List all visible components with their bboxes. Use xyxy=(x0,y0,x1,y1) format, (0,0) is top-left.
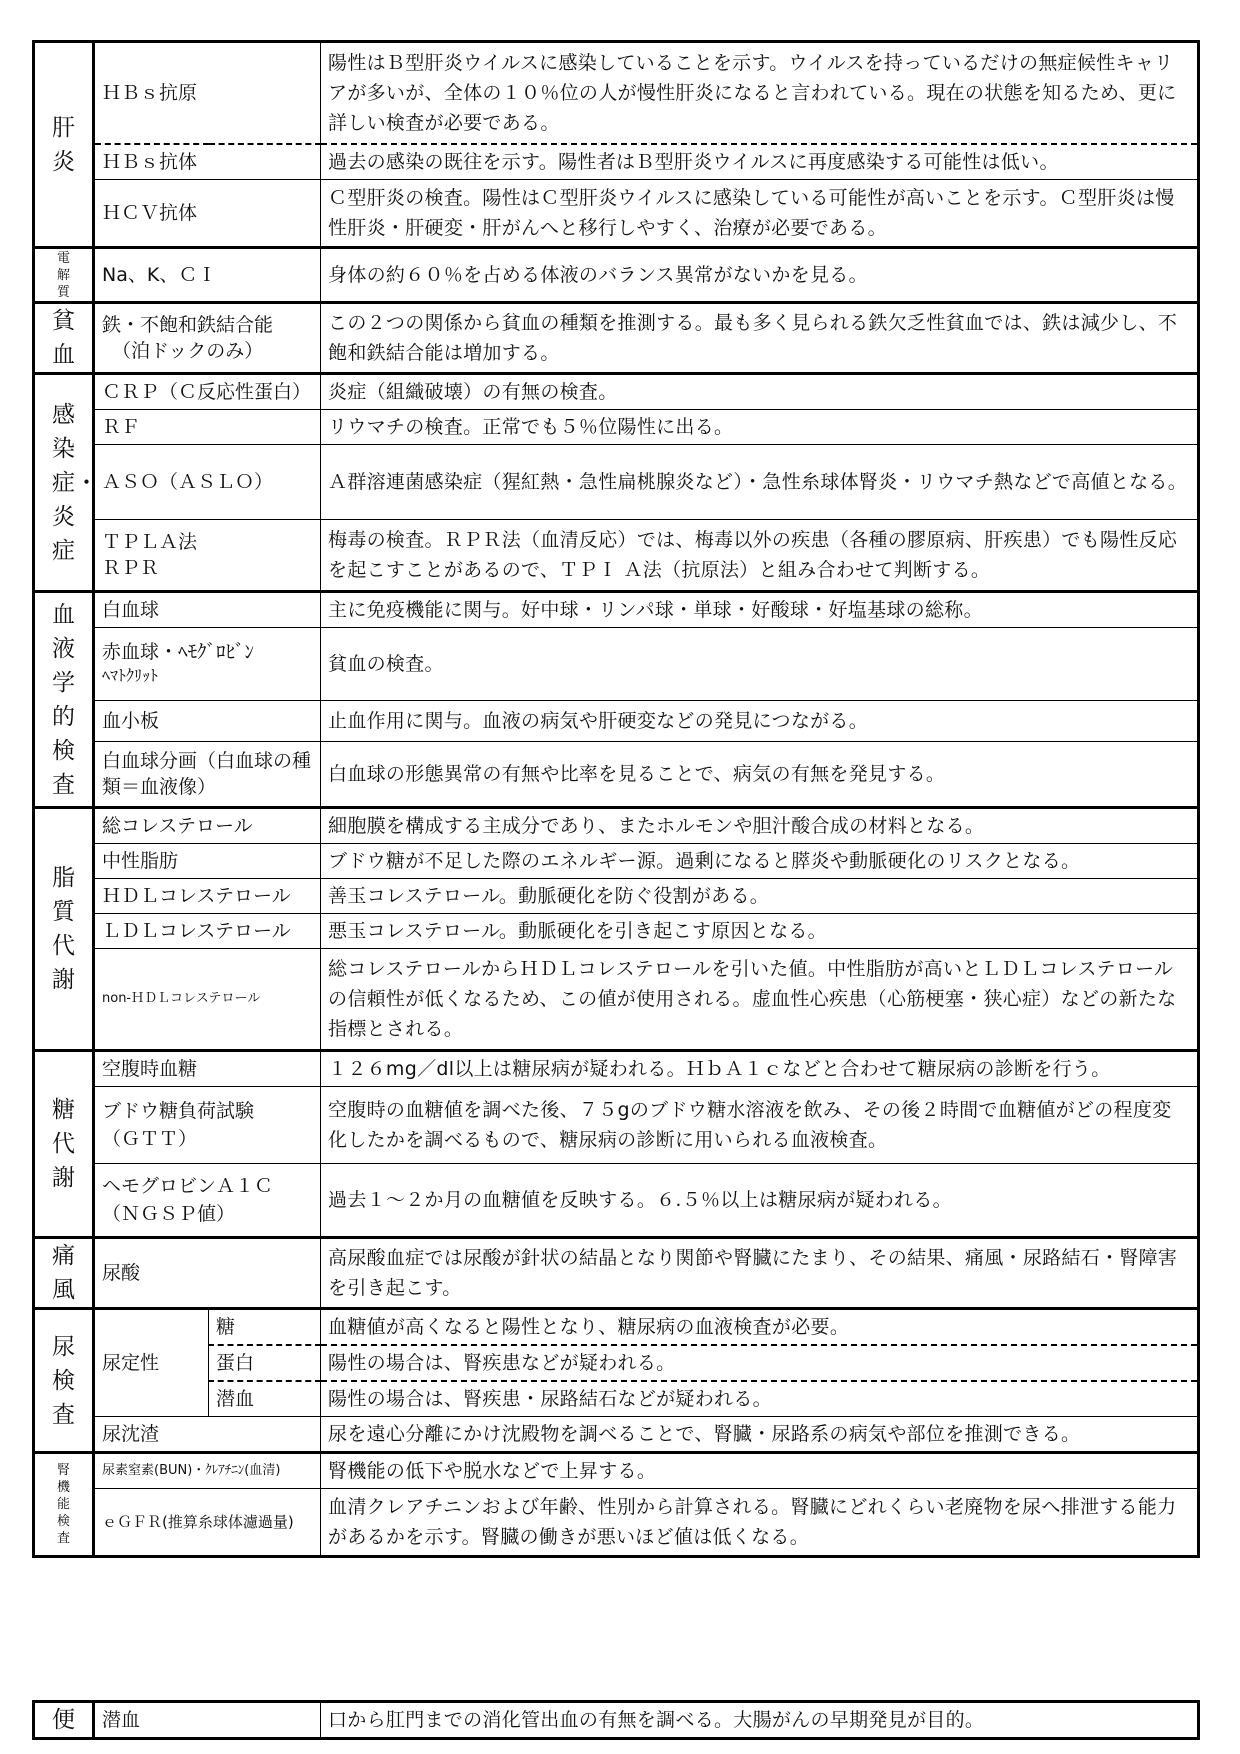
table-row xyxy=(34,742,1199,808)
table-row xyxy=(34,1489,1199,1557)
item-name: 白血球 xyxy=(94,592,321,628)
table-row xyxy=(34,1164,1199,1238)
sub-item-name: 糖 xyxy=(209,1309,321,1346)
category-electrolyte: 電解質 xyxy=(34,248,94,303)
item-description: 口から肛門までの消化管出血の有無を調べる。大腸がんの早期発見が目的。 xyxy=(321,1702,1199,1739)
item-description: 血清クレアチニンおよび年齢、性別から計算される。腎臓にどれくらい老廃物を尿へ排泄する能力があるかを示す。腎臓の働きが悪いほど値は低くなる。 xyxy=(321,1489,1199,1557)
item-name: 空腹時血糖 xyxy=(94,1051,321,1087)
item-name-line2: （ＮＧＳＰ値） xyxy=(102,1203,236,1225)
item-description: Ｃ型肝炎の検査。陽性はＣ型肝炎ウイルスに感染している可能性が高いことを示す。Ｃ型肝炎は慢性肝炎・肝硬変・肝がんへと移行しやすく、治療が必要である。 xyxy=(321,180,1199,248)
table-row xyxy=(34,808,1199,844)
item-name: 潜血 xyxy=(94,1702,321,1739)
item-name-line2: （ＧＴＴ） xyxy=(102,1128,198,1150)
table-row xyxy=(34,1453,1199,1489)
table-row xyxy=(34,1345,1199,1381)
item-description: この２つの関係から貧血の種類を推測する。最も多く見られる鉄欠乏性貧血では、鉄は減少し、不飽和鉄結合能は増加する。 xyxy=(321,303,1199,374)
item-name: ＨＣＶ抗体 xyxy=(94,180,321,248)
table-row xyxy=(34,445,1199,520)
category-hematology: 血液学的検査 xyxy=(34,592,94,808)
category-infection: 感染症・炎症 xyxy=(34,374,94,592)
item-name: ＨＢｓ抗原 xyxy=(94,42,321,145)
item-description: ブドウ糖が不足した際のエネルギー源。過剰になると膵炎や動脈硬化のリスクとなる。 xyxy=(321,844,1199,879)
item-name: ＲＦ xyxy=(94,410,321,445)
table-row xyxy=(34,180,1199,248)
item-name: ｅＧＦＲ(推算糸球体濾過量) xyxy=(94,1489,321,1557)
item-name-line2: ＲＰＲ xyxy=(102,557,160,579)
item-name-line2: ﾍﾏﾄｸﾘｯﾄ xyxy=(102,666,159,685)
table-row xyxy=(34,914,1199,949)
item-name: ＣＲＰ（Ｃ反応性蛋白） xyxy=(94,374,321,410)
item-name-line1: 鉄・不飽和鉄結合能 xyxy=(102,314,274,336)
item-description: Ａ群溶連菌感染症（猩紅熱・急性扁桃腺炎など）・急性糸球体腎炎・リウマチ熱などで高値となる。 xyxy=(321,445,1199,520)
item-name: ＬＤＬコレステロール xyxy=(94,914,321,949)
item-description: 陽性の場合は、腎疾患などが疑われる。 xyxy=(321,1345,1199,1381)
item-name: 尿素窒素(BUN)・ｸﾚｱﾁﾆﾝ(血清) xyxy=(94,1453,321,1489)
table-row xyxy=(34,879,1199,914)
item-name: 総コレステロール xyxy=(94,808,321,844)
table-row xyxy=(34,520,1199,592)
item-description: 陽性はＢ型肝炎ウイルスに感染していることを示す。ウイルスを持っているだけの無症候性キャリアが多いが、全体の１０％位の人が慢性肝炎になると言われている。現在の状態を知るため、更に詳しい検査が必要である。 xyxy=(321,42,1199,145)
item-name: ＨＤＬコレステロール xyxy=(94,879,321,914)
table-row xyxy=(34,1238,1199,1309)
item-description: １２６mg／dl以上は糖尿病が疑われる。ＨｂＡ１ｃなどと合わせて糖尿病の診断を行う。 xyxy=(321,1051,1199,1087)
item-description: 白血球の形態異常の有無や比率を見ることで、病気の有無を発見する。 xyxy=(321,742,1199,808)
table-row xyxy=(34,410,1199,445)
table-row xyxy=(34,1417,1199,1453)
category-hepatitis: 肝炎 xyxy=(34,42,94,248)
table-row xyxy=(34,144,1199,180)
item-description: 高尿酸血症では尿酸が針状の結晶となり関節や腎臓にたまり、その結果、痛風・尿路結石・腎障害を引き起こす。 xyxy=(321,1238,1199,1309)
category-gout: 痛風 xyxy=(34,1238,94,1309)
item-description: 貧血の検査。 xyxy=(321,628,1199,701)
item-name: 尿定性 xyxy=(94,1309,209,1417)
table-row xyxy=(34,1051,1199,1087)
category-kidney: 腎機能検査 xyxy=(34,1453,94,1557)
table-row xyxy=(34,844,1199,879)
item-name: 尿沈渣 xyxy=(94,1417,321,1453)
item-name xyxy=(94,1164,321,1238)
item-description: 善玉コレステロール。動脈硬化を防ぐ役割がある。 xyxy=(321,879,1199,914)
table-row xyxy=(34,303,1199,374)
table-row xyxy=(34,1702,1199,1739)
table-row xyxy=(34,1381,1199,1417)
table-row xyxy=(34,628,1199,701)
item-name xyxy=(94,520,321,592)
item-name: 血小板 xyxy=(94,701,321,742)
category-lipid: 脂質代謝 xyxy=(34,808,94,1051)
item-name: 白血球分画（白血球の種類＝血液像） xyxy=(94,742,321,808)
item-name: 尿酸 xyxy=(94,1238,321,1309)
item-description: 血糖値が高くなると陽性となり、糖尿病の血液検査が必要。 xyxy=(321,1309,1199,1346)
table-row xyxy=(34,701,1199,742)
item-name: 中性脂肪 xyxy=(94,844,321,879)
item-description: 梅毒の検査。ＲＰＲ法（血清反応）では、梅毒以外の疾患（各種の膠原病、肝疾患）でも陽性反応を起こすことがあるので、ＴＰＩ Ａ法（抗原法）と組み合わせて判断する。 xyxy=(321,520,1199,592)
item-name-line1: 赤血球・ﾍﾓｸﾞﾛﾋﾞﾝ xyxy=(102,641,255,663)
item-description: 細胞膜を構成する主成分であり、またホルモンや胆汁酸合成の材料となる。 xyxy=(321,808,1199,844)
item-description: 総コレステロールからＨＤＬコレステロールを引いた値。中性脂肪が高いとＬＤＬコレステロールの信頼性が低くなるため、この値が使用される。虚血性心疾患（心筋梗塞・狭心症）などの新たな指標とされる。 xyxy=(321,949,1199,1051)
item-name: ＨＢｓ抗体 xyxy=(94,144,321,180)
item-description: リウマチの検査。正常でも５％位陽性に出る。 xyxy=(321,410,1199,445)
item-name: Na、K、ＣＩ xyxy=(94,248,321,303)
category-stool: 便 xyxy=(34,1702,94,1739)
category-glucose: 糖代謝 xyxy=(34,1051,94,1238)
item-name-line1: ヘモグロビンＡ１Ｃ xyxy=(102,1175,274,1197)
table-row xyxy=(34,949,1199,1051)
item-description: 空腹時の血糖値を調べた後、７５gのブドウ糖水溶液を飲み、その後２時間で血糖値がどの程度変化したかを調べるもので、糖尿病の診断に用いられる血液検査。 xyxy=(321,1087,1199,1164)
item-description: 炎症（組織破壊）の有無の検査。 xyxy=(321,374,1199,410)
stool-test-table xyxy=(32,1700,1200,1740)
item-description: 止血作用に関与。血液の病気や肝硬変などの発見につながる。 xyxy=(321,701,1199,742)
item-name-line2: （泊ドックのみ） xyxy=(112,340,264,362)
test-explanation-table xyxy=(32,40,1200,1558)
item-description: 悪玉コレステロール。動脈硬化を引き起こす原因となる。 xyxy=(321,914,1199,949)
table-row xyxy=(34,1309,1199,1346)
item-name xyxy=(94,1087,321,1164)
item-description: 陽性の場合は、腎疾患・尿路結石などが疑われる。 xyxy=(321,1381,1199,1417)
category-anemia: 貧血 xyxy=(34,303,94,374)
item-name xyxy=(94,303,321,374)
item-description: 過去の感染の既往を示す。陽性者はＢ型肝炎ウイルスに再度感染する可能性は低い。 xyxy=(321,144,1199,180)
category-urine: 尿検査 xyxy=(34,1309,94,1453)
sub-item-name: 蛋白 xyxy=(209,1345,321,1381)
item-name-line1: ブドウ糖負荷試験 xyxy=(102,1100,255,1122)
item-description: 身体の約６０％を占める体液のバランス異常がないかを見る。 xyxy=(321,248,1199,303)
item-description: 腎機能の低下や脱水などで上昇する。 xyxy=(321,1453,1199,1489)
table-row xyxy=(34,592,1199,628)
table-row xyxy=(34,42,1199,145)
sub-item-name: 潜血 xyxy=(209,1381,321,1417)
item-name-line1: ＴＰＬＡ法 xyxy=(102,531,198,553)
item-name xyxy=(94,628,321,701)
item-name: ＡＳＯ（ＡＳＬＯ） xyxy=(94,445,321,520)
item-description: 尿を遠心分離にかけ沈殿物を調べることで、腎臓・尿路系の病気や部位を推測できる。 xyxy=(321,1417,1199,1453)
item-description: 過去１～２か月の血糖値を反映する。６.５％以上は糖尿病が疑われる。 xyxy=(321,1164,1199,1238)
table-row xyxy=(34,248,1199,303)
item-name: non-ＨＤＬコレステロール xyxy=(94,949,321,1051)
table-row xyxy=(34,1087,1199,1164)
item-description: 主に免疫機能に関与。好中球・リンパ球・単球・好酸球・好塩基球の総称。 xyxy=(321,592,1199,628)
table-row xyxy=(34,374,1199,410)
